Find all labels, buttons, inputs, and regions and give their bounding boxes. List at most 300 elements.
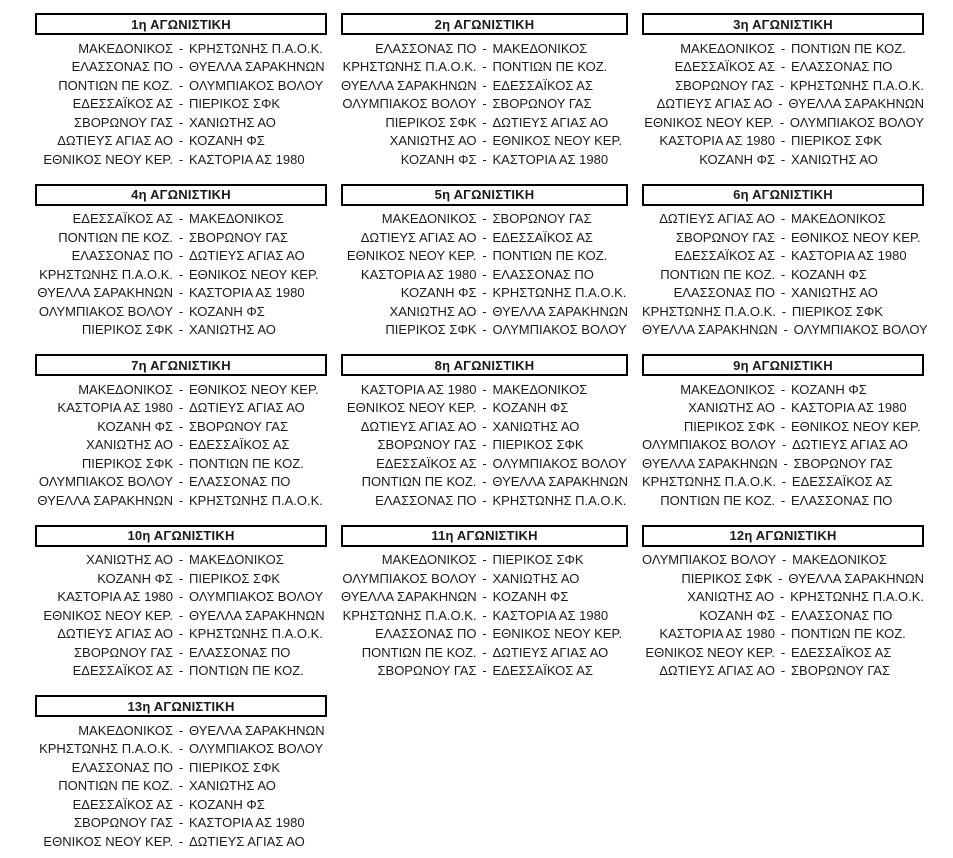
match-row (642, 58, 924, 77)
match-row (642, 302, 924, 321)
separator: - (482, 644, 487, 660)
matchday-title: 12η ΑΓΩΝΙΣΤΙΚΗ (729, 528, 837, 543)
matchday-title: 8η ΑΓΩΝΙΣΤΙΚΗ (434, 357, 535, 373)
match-row (35, 473, 327, 492)
separator: - (780, 418, 786, 434)
away-team: ΠΙΕΡΙΚΟΣ ΣΦΚ (791, 303, 883, 319)
separator: - (178, 722, 184, 738)
home-team: ΚΟΖΑΝΗ ΦΣ (97, 570, 173, 586)
match-row (642, 380, 924, 399)
match-list (341, 39, 628, 169)
separator: - (780, 151, 786, 167)
match-list (35, 551, 327, 681)
match-row (341, 228, 628, 247)
home-team: ΧΑΝΙΩΤΗΣ ΑΟ (389, 133, 477, 149)
matchday-title: 6η ΑΓΩΝΙΣΤΙΚΗ (733, 187, 833, 202)
match-row (35, 132, 327, 151)
separator: - (482, 418, 487, 434)
match-row (35, 721, 327, 740)
separator: - (482, 492, 487, 508)
separator: - (780, 381, 786, 397)
home-team: ΜΑΚΕΔΟΝΙΚΟΣ (78, 381, 173, 397)
match-row (642, 588, 924, 607)
match-row (341, 265, 628, 284)
match-row (35, 662, 327, 681)
match-row (341, 436, 628, 455)
matchday-title: 7η ΑΓΩΝΙΣΤΙΚΗ (131, 357, 231, 373)
home-team: ΚΟΖΑΝΗ ΦΣ (400, 285, 477, 301)
home-team: ΔΩΤΙΕΥΣ ΑΓΙΑΣ ΑΟ (360, 229, 477, 245)
away-team: ΚΟΖΑΝΗ ΦΣ (189, 133, 265, 149)
separator: - (482, 400, 487, 416)
separator: - (482, 474, 487, 490)
match-list (642, 210, 928, 340)
away-team: ΘΥΕΛΛΑ ΣΑΡΑΚΗΝΩΝ (788, 96, 924, 112)
home-team: ΜΑΚΕΔΟΝΙΚΟΣ (381, 552, 477, 568)
home-team: ΕΛΑΣΣΟΝΑΣ ΠΟ (375, 40, 477, 56)
away-team: ΔΩΤΙΕΥΣ ΑΓΙΑΣ ΑΟ (189, 248, 305, 264)
away-team: ΚΟΖΑΝΗ ΦΣ (492, 589, 569, 605)
match-row (341, 606, 628, 625)
home-team: ΕΘΝΙΚΟΣ ΝΕΟΥ ΚΕΡ. (43, 151, 173, 167)
home-team: ΔΩΤΙΕΥΣ ΑΓΙΑΣ ΑΟ (656, 96, 773, 112)
separator: - (781, 552, 787, 568)
home-team: ΕΘΝΙΚΟΣ ΝΕΟΥ ΚΕΡ. (346, 400, 477, 416)
match-row (341, 662, 628, 681)
away-team: ΚΟΖΑΝΗ ΦΣ (189, 303, 265, 319)
match-row (642, 491, 924, 510)
away-team: ΧΑΝΙΩΤΗΣ ΑΟ (791, 285, 878, 301)
away-team: ΕΔΕΣΣΑΪΚΟΣ ΑΣ (189, 437, 290, 453)
separator: - (178, 626, 184, 642)
match-row (642, 417, 924, 436)
away-team: ΚΑΣΤΟΡΙΑ ΑΣ 1980 (492, 607, 609, 623)
separator: - (178, 833, 184, 849)
separator: - (178, 759, 184, 775)
away-team: ΘΥΕΛΛΑ ΣΑΡΑΚΗΝΩΝ (189, 607, 325, 623)
home-team: ΜΑΚΕΔΟΝΙΚΟΣ (78, 722, 173, 738)
match-row (35, 399, 327, 418)
separator: - (779, 114, 785, 130)
match-list (35, 39, 327, 169)
home-team: ΠΙΕΡΙΚΟΣ ΣΦΚ (385, 322, 477, 338)
separator: - (781, 474, 787, 490)
home-team: ΚΡΗΣΤΩΝΗΣ Π.Α.Ο.Κ. (642, 303, 776, 319)
match-row (642, 662, 924, 681)
match-row (35, 643, 327, 662)
away-team: ΣΒΟΡΩΝΟΥ ΓΑΣ (189, 418, 289, 434)
away-team: ΚΡΗΣΤΩΝΗΣ Π.Α.Ο.Κ. (492, 492, 627, 508)
match-row (35, 832, 327, 851)
away-team: ΔΩΤΙΕΥΣ ΑΓΙΑΣ ΑΟ (492, 644, 609, 660)
match-row (35, 321, 327, 340)
away-team: ΜΑΚΕΔΟΝΙΚΟΣ (189, 211, 284, 227)
separator: - (482, 151, 487, 167)
match-row (35, 740, 327, 759)
home-team: ΧΑΝΙΩΤΗΣ ΑΟ (86, 552, 173, 568)
match-row (341, 76, 628, 95)
separator: - (780, 400, 786, 416)
match-row (35, 551, 327, 570)
match-row (341, 551, 628, 570)
match-row (642, 228, 924, 247)
home-team: ΚΑΣΤΟΡΙΑ ΑΣ 1980 (57, 589, 173, 605)
separator: - (783, 455, 788, 471)
match-row (35, 210, 327, 229)
away-team: ΟΛΥΜΠΙΑΚΟΣ ΒΟΛΟΥ (793, 322, 928, 338)
away-team: ΚΡΗΣΤΩΝΗΣ Π.Α.Ο.Κ. (492, 285, 627, 301)
matchday-header (642, 354, 924, 376)
match-row (35, 569, 327, 588)
away-team: ΚΡΗΣΤΩΝΗΣ Π.Α.Ο.Κ. (189, 492, 323, 508)
away-team: ΚΟΖΑΝΗ ΦΣ (791, 381, 867, 397)
match-row (35, 150, 327, 169)
match-list (642, 551, 924, 681)
separator: - (178, 114, 184, 130)
match-list (35, 380, 327, 510)
match-row (341, 417, 628, 436)
home-team: ΣΒΟΡΩΝΟΥ ΓΑΣ (675, 229, 775, 245)
separator: - (482, 455, 487, 471)
home-team: ΟΛΥΜΠΙΑΚΟΣ ΒΟΛΟΥ (342, 96, 477, 112)
home-team: ΚΑΣΤΟΡΙΑ ΑΣ 1980 (360, 266, 477, 282)
away-team: ΠΙΕΡΙΚΟΣ ΣΦΚ (492, 552, 584, 568)
separator: - (178, 133, 184, 149)
matchday-header (35, 184, 327, 206)
matchday-header (341, 13, 628, 35)
home-team: ΣΒΟΡΩΝΟΥ ΓΑΣ (73, 815, 173, 831)
separator: - (778, 96, 783, 112)
home-team: ΘΥΕΛΛΑ ΣΑΡΑΚΗΝΩΝ (37, 285, 173, 301)
home-team: ΕΔΕΣΣΑΪΚΟΣ ΑΣ (376, 455, 477, 471)
away-team: ΧΑΝΙΩΤΗΣ ΑΟ (189, 778, 276, 794)
separator: - (779, 77, 785, 93)
home-team: ΕΘΝΙΚΟΣ ΝΕΟΥ ΚΕΡ. (43, 833, 173, 849)
separator: - (780, 492, 786, 508)
separator: - (783, 322, 788, 338)
away-team: ΚΡΗΣΤΩΝΗΣ Π.Α.Ο.Κ. (790, 77, 924, 93)
home-team: ΜΑΚΕΔΟΝΙΚΟΣ (381, 211, 477, 227)
home-team: ΠΟΝΤΙΩΝ ΠΕ ΚΟΖ. (361, 644, 477, 660)
separator: - (482, 40, 487, 56)
separator: - (178, 285, 184, 301)
away-team: ΕΛΑΣΣΟΝΑΣ ΠΟ (791, 59, 893, 75)
away-team: ΕΘΝΙΚΟΣ ΝΕΟΥ ΚΕΡ. (492, 626, 623, 642)
home-team: ΚΑΣΤΟΡΙΑ ΑΣ 1980 (57, 400, 173, 416)
home-team: ΕΛΑΣΣΟΝΑΣ ΠΟ (673, 285, 775, 301)
matchday-block (35, 354, 327, 510)
away-team: ΘΥΕΛΛΑ ΣΑΡΑΚΗΝΩΝ (788, 570, 924, 586)
away-team: ΧΑΝΙΩΤΗΣ ΑΟ (189, 322, 276, 338)
matchday-title: 1η ΑΓΩΝΙΣΤΙΚΗ (131, 16, 231, 32)
separator: - (482, 626, 487, 642)
matchday-header (642, 525, 924, 547)
away-team: ΣΒΟΡΩΝΟΥ ΓΑΣ (492, 96, 592, 112)
away-team: ΕΔΕΣΣΑΪΚΟΣ ΑΣ (791, 474, 893, 490)
separator: - (178, 40, 184, 56)
separator: - (178, 381, 184, 397)
matchday-block (35, 13, 327, 169)
home-team: ΔΩΤΙΕΥΣ ΑΓΙΑΣ ΑΟ (57, 626, 173, 642)
away-team: ΣΒΟΡΩΝΟΥ ΓΑΣ (492, 211, 592, 227)
separator: - (482, 663, 487, 679)
match-row (642, 321, 928, 340)
home-team: ΔΩΤΙΕΥΣ ΑΓΙΑΣ ΑΟ (57, 133, 173, 149)
separator: - (482, 96, 487, 112)
home-team: ΚΡΗΣΤΩΝΗΣ Π.Α.Ο.Κ. (342, 607, 477, 623)
match-row (35, 417, 327, 436)
match-row (341, 569, 628, 588)
home-team: ΚΟΖΑΝΗ ΦΣ (400, 151, 477, 167)
match-row (642, 606, 924, 625)
matchday-block (341, 525, 628, 681)
home-team: ΠΟΝΤΙΩΝ ΠΕ ΚΟΖ. (361, 474, 477, 490)
match-row (35, 588, 327, 607)
match-row (341, 210, 628, 229)
match-row (35, 777, 327, 796)
home-team: ΕΔΕΣΣΑΪΚΟΣ ΑΣ (674, 248, 775, 264)
separator: - (780, 40, 786, 56)
away-team: ΚΡΗΣΤΩΝΗΣ Π.Α.Ο.Κ. (189, 626, 323, 642)
separator: - (178, 778, 184, 794)
matchday-title: 10η ΑΓΩΝΙΣΤΙΚΗ (127, 528, 235, 543)
away-team: ΟΛΥΜΠΙΑΚΟΣ ΒΟΛΟΥ (492, 455, 627, 471)
away-team: ΚΑΣΤΟΡΙΑ ΑΣ 1980 (492, 151, 609, 167)
match-row (341, 454, 628, 473)
home-team: ΠΟΝΤΙΩΝ ΠΕ ΚΟΖ. (58, 229, 173, 245)
away-team: ΚΑΣΤΟΡΙΑ ΑΣ 1980 (189, 285, 305, 301)
away-team: ΕΘΝΙΚΟΣ ΝΕΟΥ ΚΕΡ. (791, 418, 921, 434)
match-row (642, 210, 924, 229)
home-team: ΕΔΕΣΣΑΪΚΟΣ ΑΣ (72, 663, 173, 679)
match-row (642, 569, 924, 588)
separator: - (482, 114, 487, 130)
home-team: ΧΑΝΙΩΤΗΣ ΑΟ (86, 437, 173, 453)
home-team: ΟΛΥΜΠΙΑΚΟΣ ΒΟΛΟΥ (642, 437, 777, 453)
matchday-block (642, 13, 924, 169)
home-team: ΕΘΝΙΚΟΣ ΝΕΟΥ ΚΕΡ. (346, 248, 477, 264)
match-row (642, 95, 924, 114)
away-team: ΧΑΝΙΩΤΗΣ ΑΟ (492, 418, 580, 434)
matchday-block (341, 354, 628, 510)
separator: - (178, 400, 184, 416)
match-row (35, 113, 327, 132)
separator: - (178, 437, 184, 453)
separator: - (178, 418, 184, 434)
away-team: ΚΡΗΣΤΩΝΗΣ Π.Α.Ο.Κ. (189, 40, 323, 56)
away-team: ΚΑΣΤΟΡΙΑ ΑΣ 1980 (189, 815, 305, 831)
home-team: ΕΛΑΣΣΟΝΑΣ ΠΟ (375, 626, 477, 642)
match-row (642, 454, 924, 473)
away-team: ΟΛΥΜΠΙΑΚΟΣ ΒΟΛΟΥ (789, 114, 924, 130)
away-team: ΕΔΕΣΣΑΪΚΟΣ ΑΣ (492, 229, 593, 245)
home-team: ΠΟΝΤΙΩΝ ΠΕ ΚΟΖ. (58, 77, 173, 93)
match-row (642, 76, 924, 95)
home-team: ΔΩΤΙΕΥΣ ΑΓΙΑΣ ΑΟ (360, 418, 477, 434)
home-team: ΘΥΕΛΛΑ ΣΑΡΑΚΗΝΩΝ (642, 322, 778, 338)
match-row (341, 473, 628, 492)
separator: - (178, 474, 184, 490)
away-team: ΠΙΕΡΙΚΟΣ ΣΦΚ (791, 133, 883, 149)
match-row (35, 814, 327, 833)
home-team: ΜΑΚΕΔΟΝΙΚΟΣ (78, 40, 173, 56)
home-team: ΚΑΣΤΟΡΙΑ ΑΣ 1980 (659, 626, 775, 642)
home-team: ΚΟΖΑΝΗ ΦΣ (699, 151, 775, 167)
home-team: ΣΒΟΡΩΝΟΥ ΓΑΣ (675, 77, 775, 93)
match-row (341, 588, 628, 607)
matchday-title: 5η ΑΓΩΝΙΣΤΙΚΗ (434, 187, 535, 202)
away-team: ΠΟΝΤΙΩΝ ΠΕ ΚΟΖ. (791, 40, 906, 56)
match-row (642, 132, 924, 151)
home-team: ΚΑΣΤΟΡΙΑ ΑΣ 1980 (659, 133, 775, 149)
separator: - (178, 59, 184, 75)
away-team: ΣΒΟΡΩΝΟΥ ΓΑΣ (189, 229, 289, 245)
home-team: ΟΛΥΜΠΙΑΚΟΣ ΒΟΛΟΥ (342, 570, 477, 586)
away-team: ΘΥΕΛΛΑ ΣΑΡΑΚΗΝΩΝ (492, 303, 628, 319)
home-team: ΣΒΟΡΩΝΟΥ ΓΑΣ (377, 663, 477, 679)
matchday-header (35, 354, 327, 376)
separator: - (178, 796, 184, 812)
separator: - (482, 77, 487, 93)
home-team: ΕΘΝΙΚΟΣ ΝΕΟΥ ΚΕΡ. (43, 607, 173, 623)
away-team: ΕΔΕΣΣΑΪΚΟΣ ΑΣ (791, 644, 892, 660)
matchday-title: 4η ΑΓΩΝΙΣΤΙΚΗ (131, 187, 231, 202)
away-team: ΚΑΣΤΟΡΙΑ ΑΣ 1980 (189, 151, 305, 167)
match-row (341, 491, 628, 510)
match-row (35, 39, 327, 58)
away-team: ΔΩΤΙΕΥΣ ΑΓΙΑΣ ΑΟ (189, 400, 305, 416)
match-row (642, 247, 924, 266)
fixtures-grid (35, 13, 928, 851)
matchday-header (341, 354, 628, 376)
separator: - (482, 285, 487, 301)
separator: - (780, 229, 786, 245)
separator: - (780, 607, 786, 623)
home-team: ΠΙΕΡΙΚΟΣ ΣΦΚ (81, 455, 173, 471)
separator: - (482, 266, 487, 282)
away-team: ΔΩΤΙΕΥΣ ΑΓΙΑΣ ΑΟ (792, 437, 908, 453)
match-row (642, 436, 924, 455)
home-team: ΠΙΕΡΙΚΟΣ ΣΦΚ (81, 322, 173, 338)
away-team: ΠΟΝΤΙΩΝ ΠΕ ΚΟΖ. (189, 455, 304, 471)
match-row (35, 436, 327, 455)
separator: - (178, 741, 184, 757)
away-team: ΕΛΑΣΣΟΝΑΣ ΠΟ (791, 607, 893, 623)
match-row (341, 132, 628, 151)
match-row (35, 454, 327, 473)
separator: - (178, 815, 184, 831)
away-team: ΟΛΥΜΠΙΑΚΟΣ ΒΟΛΟΥ (189, 741, 324, 757)
home-team: ΕΘΝΙΚΟΣ ΝΕΟΥ ΚΕΡ. (645, 644, 775, 660)
away-team: ΧΑΝΙΩΤΗΣ ΑΟ (791, 151, 878, 167)
away-team: ΠΙΕΡΙΚΟΣ ΣΦΚ (492, 437, 584, 453)
separator: - (178, 151, 184, 167)
match-row (35, 380, 327, 399)
home-team: ΠΙΕΡΙΚΟΣ ΣΦΚ (385, 114, 477, 130)
home-team: ΕΛΑΣΣΟΝΑΣ ΠΟ (71, 59, 173, 75)
match-row (35, 606, 327, 625)
away-team: ΟΛΥΜΠΙΑΚΟΣ ΒΟΛΟΥ (189, 77, 324, 93)
separator: - (781, 437, 787, 453)
home-team: ΟΛΥΜΠΙΑΚΟΣ ΒΟΛΟΥ (38, 474, 173, 490)
separator: - (779, 589, 785, 605)
home-team: ΜΑΚΕΔΟΝΙΚΟΣ (680, 40, 775, 56)
separator: - (482, 229, 487, 245)
separator: - (178, 322, 184, 338)
home-team: ΘΥΕΛΛΑ ΣΑΡΑΚΗΝΩΝ (341, 77, 477, 93)
home-team: ΚΡΗΣΤΩΝΗΣ Π.Α.Ο.Κ. (39, 266, 173, 282)
match-row (341, 643, 628, 662)
separator: - (780, 626, 786, 642)
matchday-header (341, 525, 628, 547)
away-team: ΔΩΤΙΕΥΣ ΑΓΙΑΣ ΑΟ (189, 833, 305, 849)
match-row (642, 625, 924, 644)
away-team: ΟΛΥΜΠΙΑΚΟΣ ΒΟΛΟΥ (492, 322, 627, 338)
matchday-block (642, 354, 924, 510)
separator: - (482, 381, 487, 397)
home-team: ΘΥΕΛΛΑ ΣΑΡΑΚΗΝΩΝ (341, 589, 477, 605)
separator: - (780, 133, 786, 149)
match-row (341, 39, 628, 58)
home-team: ΚΡΗΣΤΩΝΗΣ Π.Α.Ο.Κ. (642, 474, 776, 490)
match-row (35, 247, 327, 266)
matchday-block (642, 184, 928, 340)
match-row (341, 302, 628, 321)
home-team: ΕΔΕΣΣΑΪΚΟΣ ΑΣ (72, 96, 173, 112)
away-team: ΕΛΑΣΣΟΝΑΣ ΠΟ (492, 266, 594, 282)
away-team: ΕΔΕΣΣΑΪΚΟΣ ΑΣ (492, 663, 593, 679)
match-row (35, 284, 327, 303)
match-row (642, 551, 924, 570)
match-row (35, 76, 327, 95)
home-team: ΔΩΤΙΕΥΣ ΑΓΙΑΣ ΑΟ (659, 663, 775, 679)
match-row (35, 795, 327, 814)
separator: - (482, 133, 487, 149)
match-row (642, 39, 924, 58)
match-row (341, 113, 628, 132)
match-row (35, 625, 327, 644)
matchday-title: 11η ΑΓΩΝΙΣΤΙΚΗ (431, 528, 538, 543)
match-row (642, 150, 924, 169)
match-row (35, 228, 327, 247)
away-team: ΕΛΑΣΣΟΝΑΣ ΠΟ (189, 474, 291, 490)
match-row (341, 321, 628, 340)
away-team: ΚΑΣΤΟΡΙΑ ΑΣ 1980 (791, 400, 907, 416)
matchday-title: 3η ΑΓΩΝΙΣΤΙΚΗ (733, 16, 833, 32)
matchday-block (35, 184, 327, 340)
match-list (35, 721, 327, 851)
match-row (642, 265, 924, 284)
matchday-header (341, 184, 628, 206)
separator: - (178, 248, 184, 264)
matchday-title: 2η ΑΓΩΝΙΣΤΙΚΗ (434, 16, 535, 32)
separator: - (178, 492, 184, 508)
match-list (341, 380, 628, 510)
matchday-header (642, 13, 924, 35)
separator: - (482, 59, 487, 75)
match-row (341, 58, 628, 77)
separator: - (780, 663, 786, 679)
away-team: ΚΑΣΤΟΡΙΑ ΑΣ 1980 (791, 248, 907, 264)
match-row (341, 399, 628, 418)
away-team: ΚΟΖΑΝΗ ΦΣ (492, 400, 569, 416)
away-team: ΕΘΝΙΚΟΣ ΝΕΟΥ ΚΕΡ. (791, 229, 921, 245)
separator: - (482, 589, 487, 605)
match-row (341, 284, 628, 303)
separator: - (482, 248, 487, 264)
away-team: ΕΛΑΣΣΟΝΑΣ ΠΟ (189, 644, 291, 660)
match-row (35, 95, 327, 114)
